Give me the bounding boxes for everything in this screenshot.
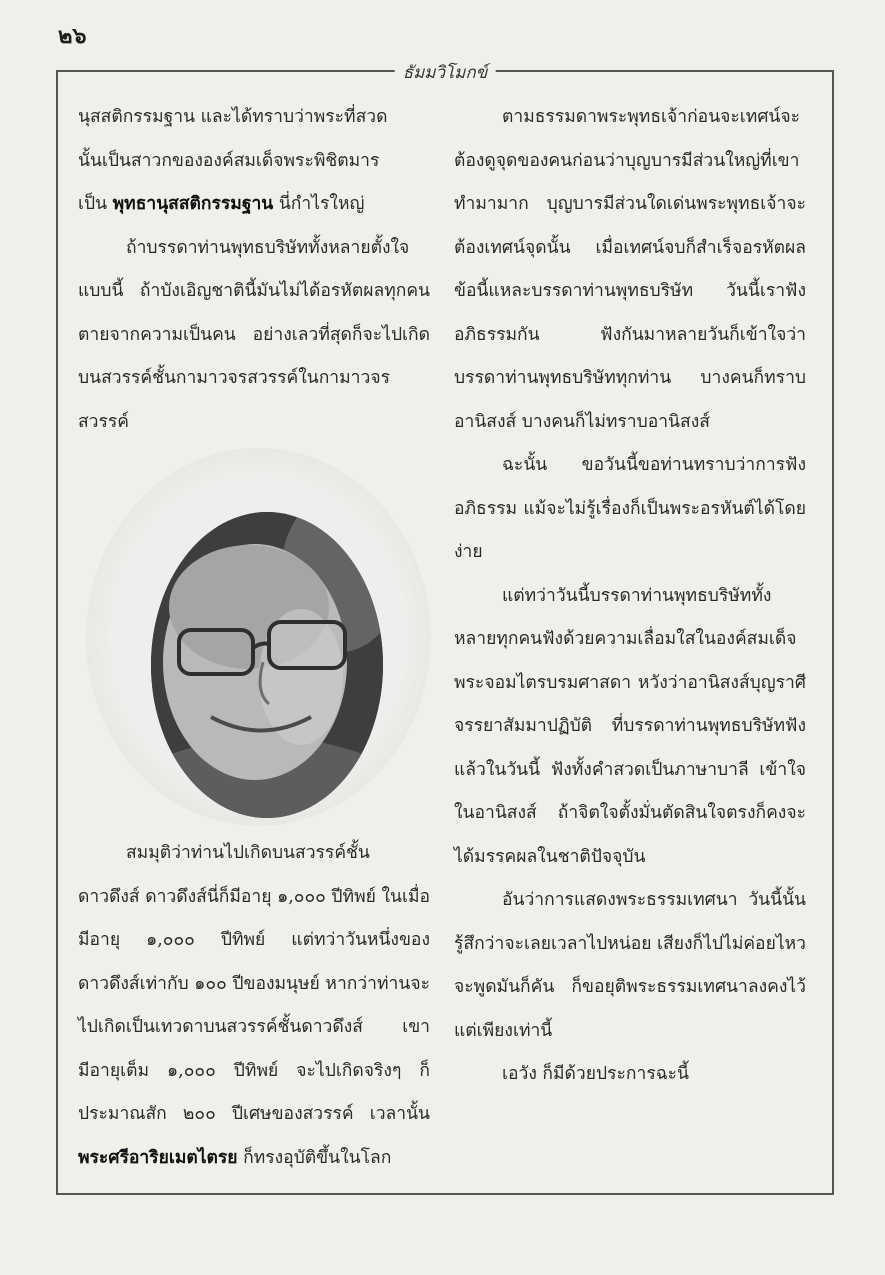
right-paragraph-3: แต่ทว่าวันนี้บรรดาท่านพุทธบริษัททั้งหลายทุกคนฟังด้วยความเลื่อมใสในองค์สมเด็จพระจอมไตรบรมศาสดา หวังว่าอานิสงส์บุญราศีจรรยาสัมมาปฏิบัติ ที่บรรดาท่านพุทธบริษัทฟังแล้วในวันนี้ ฟังทั้งคำสวดเป็นภาษาบาลี เข้าใจในอานิสงส์ ถ้าจิตใจตั้งมั่นตัดสินใจตรงก็คงจะได้มรรคผลในชาติปัจจุบัน — [454, 585, 806, 867]
right-paragraph-5: เอวัง ก็มีด้วยประการฉะนี้ — [502, 1064, 690, 1084]
left-p1-line3-post: นี่กำไรใหญ่ — [273, 194, 365, 214]
left-p3-post: ก็ทรงอุบัติขึ้นในโลก — [237, 1147, 392, 1168]
left-column — [78, 96, 430, 1180]
right-paragraph-2: ฉะนั้น ขอวันนี้ขอท่านทราบว่าการฟังอภิธรรม แม้จะไม่รู้เรื่องก็เป็นพระอรหันต์ได้โดยง่าย — [454, 455, 806, 562]
right-column — [454, 96, 806, 1097]
left-paragraph-2: ถ้าบรรดาท่านพุทธบริษัททั้งหลายตั้งใจแบบนี้ ถ้าบังเอิญชาตินี้มันไม่ได้อรหัตผลทุกคนตายจากความเป็นคน อย่างเลวที่สุดก็จะไปเกิดบนสวรรค์ชั้นกามาวจรสวรรค์ในกามาวจรสวรรค์ — [78, 237, 430, 432]
running-header: ธัมมวิโมกข์ — [395, 59, 496, 86]
page-number: ๒๖ — [58, 23, 87, 49]
left-p1-line1: นุสสติกรรมฐาน และได้ทราบว่าพระที่สวด — [78, 107, 388, 127]
left-p1-line3 — [78, 183, 430, 227]
left-p3-pre: สมมุติว่าท่านไปเกิดบนสวรรค์ชั้นดาวดึงส์ ดาวดึงส์นี่ก็มีอายุ ๑,๐๐๐ ปีทิพย์ ในเมื่อมีอายุ ๑,๐๐๐ ปีทิพย์ แต่ทว่าวันหนึ่งของดาวดึงส์เท่ากับ ๑๐๐ ปีของมนุษย์ หากว่าท่านจะไปเกิดเป็นเทวดาบนสวรรค์ชั้นดาวดึงส์ เขามีอายุเต็ม ๑,๐๐๐ ปีทิพย์ จะไปเกิดจริงๆ ก็ประมาณสัก ๒๐๐ ปีเศษของสวรรค์ เวลานั้น — [78, 843, 430, 1124]
left-paragraph-3 — [78, 832, 430, 1180]
right-paragraph-4: อันว่าการแสดงพระธรรมเทศนา วันนี้นั้นรู้สึกว่าจะเลยเวลาไปหน่อย เสียงก็ไปไม่ค่อยไหว จะพูดมันก็คัน ก็ขอยุติพระธรรมเทศนาลงคงไว้แต่เพียงเท่านี้ — [454, 890, 806, 1041]
monk-portrait-photo — [151, 512, 383, 818]
bold-term-sri-ariya-metteyya: พระศรีอาริยเมตไตรย — [78, 1147, 238, 1168]
bold-term-buddhanussati: พุทธานุสสติกรรมฐาน — [112, 194, 274, 214]
left-p1-line3-pre: เป็น — [78, 194, 113, 214]
monk-portrait-figure — [78, 448, 430, 826]
page-frame — [56, 63, 834, 1195]
left-p1-line2: นั้นเป็นสาวกขององค์สมเด็จพระพิชิตมาร — [78, 150, 380, 171]
right-paragraph-1: ตามธรรมดาพระพุทธเจ้าก่อนจะเทศน์จะต้องดูจุดของคนก่อนว่าบุญบารมีส่วนใหญ่ที่เขาทำมามาก บุญบารมีส่วนใดเด่นพระพุทธเจ้าจะต้องเทศน์จุดนั้น เมื่อเทศน์จบก็สำเร็จอรหัตผลข้อนี้แหละบรรดาท่านพุทธบริษัท วันนี้เราฟังอภิธรรมกัน ฟังกันมาหลายวันก็เข้าใจว่า บรรดาท่านพุทธบริษัททุกท่าน บางคนก็ทราบอานิสงส์ บางคนก็ไม่ทราบอานิสงส์ — [454, 107, 806, 432]
